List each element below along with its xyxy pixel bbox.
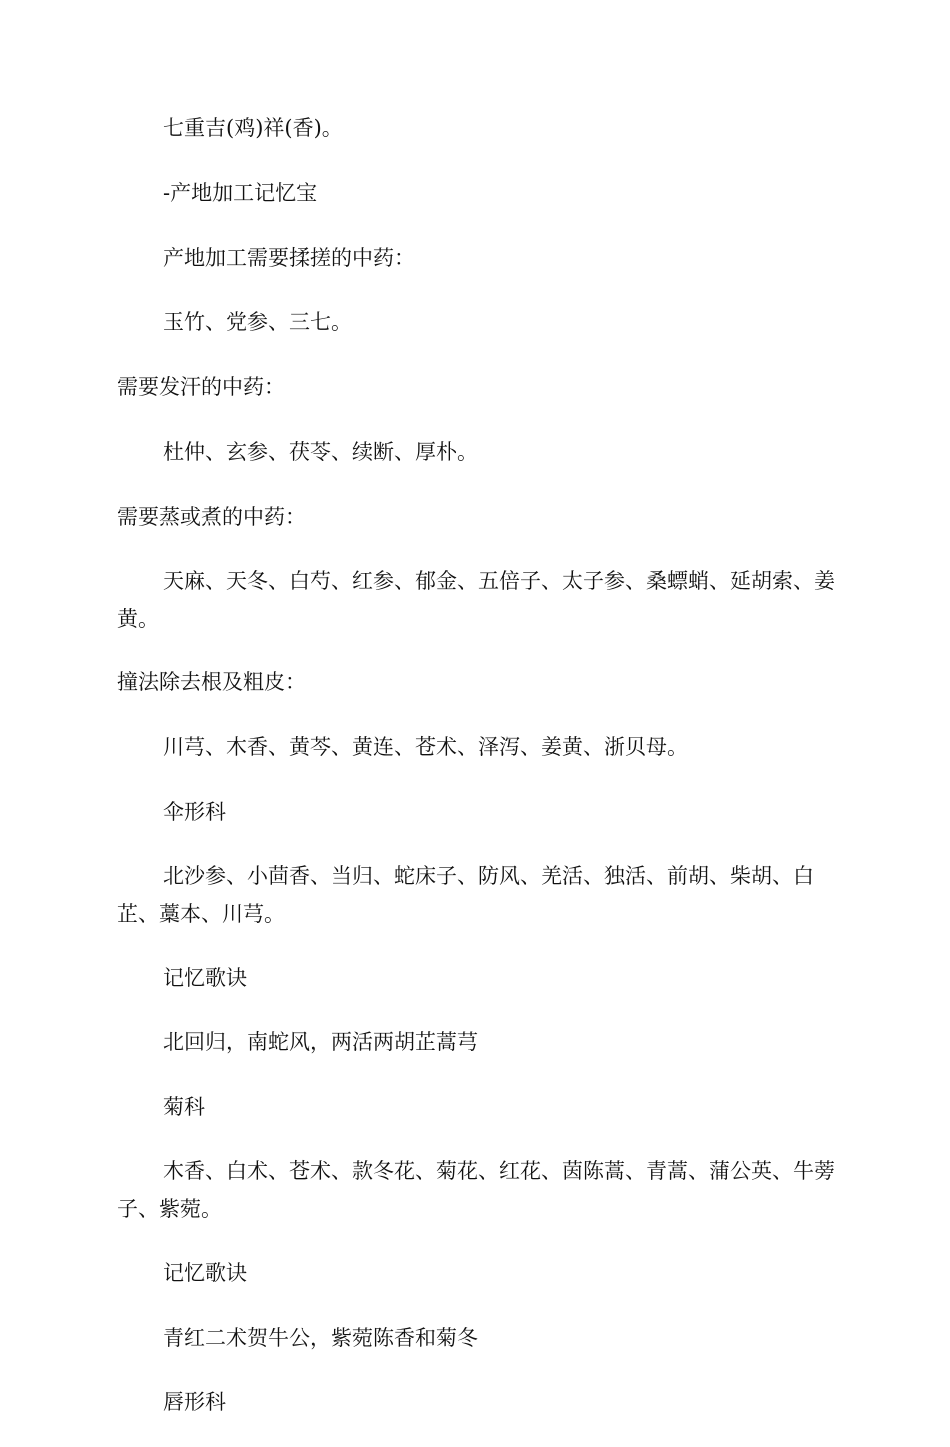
paragraph-8: 天麻、天冬、白芍、红参、郁金、五倍子、太子参、桑螵蛸、延胡索、姜黄。 [117,568,835,631]
document-page [117,108,837,1447]
paragraph-3: 产地加工需要揉搓的中药： [163,245,415,270]
paragraph-7: 需要蒸或煮的中药： [117,504,306,529]
paragraph-14: 北回归，南蛇风，两活两胡芷蒿芎 [163,1030,478,1055]
paragraph-9: 撞法除去根及粗皮： [117,670,306,695]
paragraph-1: 七重吉(鸡)祥(香)。 [163,116,343,140]
paragraph-11: 伞形科 [163,799,226,824]
paragraph-19: 唇形科 [163,1390,226,1415]
paragraph-12: 北沙参、小茴香、当归、蛇床子、防风、羌活、独活、前胡、柴胡、白芷、藁本、川芎。 [117,863,814,926]
paragraph-4: 玉竹、党参、三七。 [163,310,352,335]
paragraph-15: 菊科 [163,1095,205,1120]
paragraph-2: -产地加工记忆宝 [163,180,318,205]
paragraph-17: 记忆歌诀 [163,1260,247,1285]
paragraph-6: 杜仲、玄参、茯苓、续断、厚朴。 [163,439,478,464]
paragraph-10: 川芎、木香、黄芩、黄连、苍术、泽泻、姜黄、浙贝母。 [163,735,688,760]
paragraph-5: 需要发汗的中药： [117,375,285,400]
paragraph-13: 记忆歌诀 [163,965,247,990]
paragraph-18: 青红二术贺牛公，紫菀陈香和菊冬 [163,1325,478,1350]
paragraph-16: 木香、白术、苍术、款冬花、菊花、红花、茵陈蒿、青蒿、蒲公英、牛蒡子、紫菀。 [117,1158,835,1221]
